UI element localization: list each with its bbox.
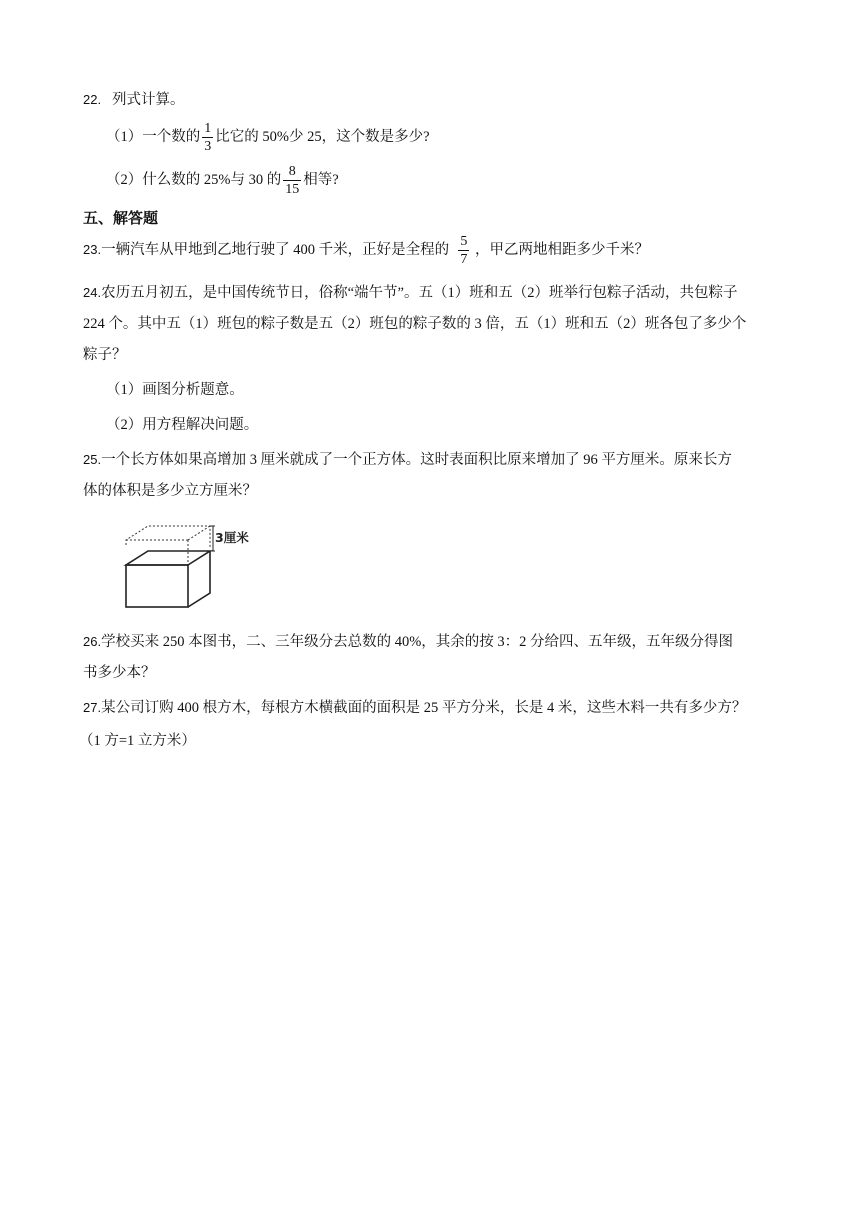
fraction-numerator: 5 xyxy=(460,234,468,249)
question-24-line-2: 224 个。其中五（1）班包的粽子数是五（2）班包的粽子数的 3 倍，五（1）班和五（2）班各包了多少个 xyxy=(83,316,747,332)
question-number: 24. xyxy=(83,285,102,300)
section-heading: 五、解答题 xyxy=(83,209,159,227)
cuboid-figure xyxy=(118,520,268,617)
fraction-numerator: 8 xyxy=(288,164,296,179)
question-number: 27. xyxy=(83,700,102,715)
fraction-denominator: 7 xyxy=(460,252,468,267)
question-23 xyxy=(83,233,649,268)
question-number: 22. xyxy=(83,92,102,107)
part-text-post: 比它的 50%少 25，这个数是多少? xyxy=(215,128,430,145)
height-label: 3厘米 xyxy=(215,530,249,545)
question-22-part-1 xyxy=(106,120,430,155)
question-22-part-2 xyxy=(106,163,339,198)
fraction xyxy=(283,163,301,198)
part-text-pre: （2）什么数的 25%与 30 的 xyxy=(106,171,282,188)
cuboid-diagram xyxy=(118,520,268,612)
fraction xyxy=(202,120,213,155)
question-25-line-1 xyxy=(83,450,732,470)
fraction-numerator: 1 xyxy=(204,121,212,136)
question-text: 列式计算。 xyxy=(111,92,185,108)
question-text: 学校买来 250 本图书，二、三年级分去总数的 40%，其余的按 3：2 分给四、五年级，五年级分得图 xyxy=(101,634,734,650)
question-text-pre: 一辆汽车从甲地到乙地行驶了 400 千米，正好是全程的 xyxy=(101,241,450,258)
question-number: 23. xyxy=(83,241,102,257)
question-24-line-1 xyxy=(83,283,737,303)
part-text-pre: （1）一个数的 xyxy=(106,128,201,145)
question-27-line-1 xyxy=(83,698,746,718)
question-number: 26. xyxy=(83,634,102,649)
question-27-line-2: （1 方=1 立方米） xyxy=(79,733,196,749)
question-text: 一个长方体如果高增加 3 厘米就成了一个正方体。这时表面积比原来增加了 96 平方厘米。原来长方 xyxy=(101,452,732,468)
question-24-sub-1: （1）画图分析题意。 xyxy=(106,382,244,398)
question-26-line-1 xyxy=(83,632,733,652)
question-26-line-2: 书多少本？ xyxy=(83,665,156,681)
question-24-sub-2: （2）用方程解决问题。 xyxy=(106,417,259,433)
question-text-post: ，甲乙两地相距多少千米？ xyxy=(474,241,649,258)
question-number: 25. xyxy=(83,452,102,467)
question-22-title xyxy=(83,90,184,110)
question-text: 某公司订购 400 根方木，每根方木横截面的面积是 25 平方分米，长是 4 米，这些木料一共有多少方？ xyxy=(101,700,747,716)
question-text: 农历五月初五，是中国传统节日，俗称“端午节”。五（1）班和五（2）班举行包粽子活动，共包粽子 xyxy=(101,285,738,301)
fraction xyxy=(458,233,469,268)
fraction-denominator: 3 xyxy=(204,139,212,154)
part-text-post: 相等? xyxy=(303,171,339,188)
question-24-line-3: 粽子？ xyxy=(83,347,127,363)
question-25-line-2: 体的体积是多少立方厘米？ xyxy=(83,483,257,499)
fraction-denominator: 15 xyxy=(285,182,300,197)
